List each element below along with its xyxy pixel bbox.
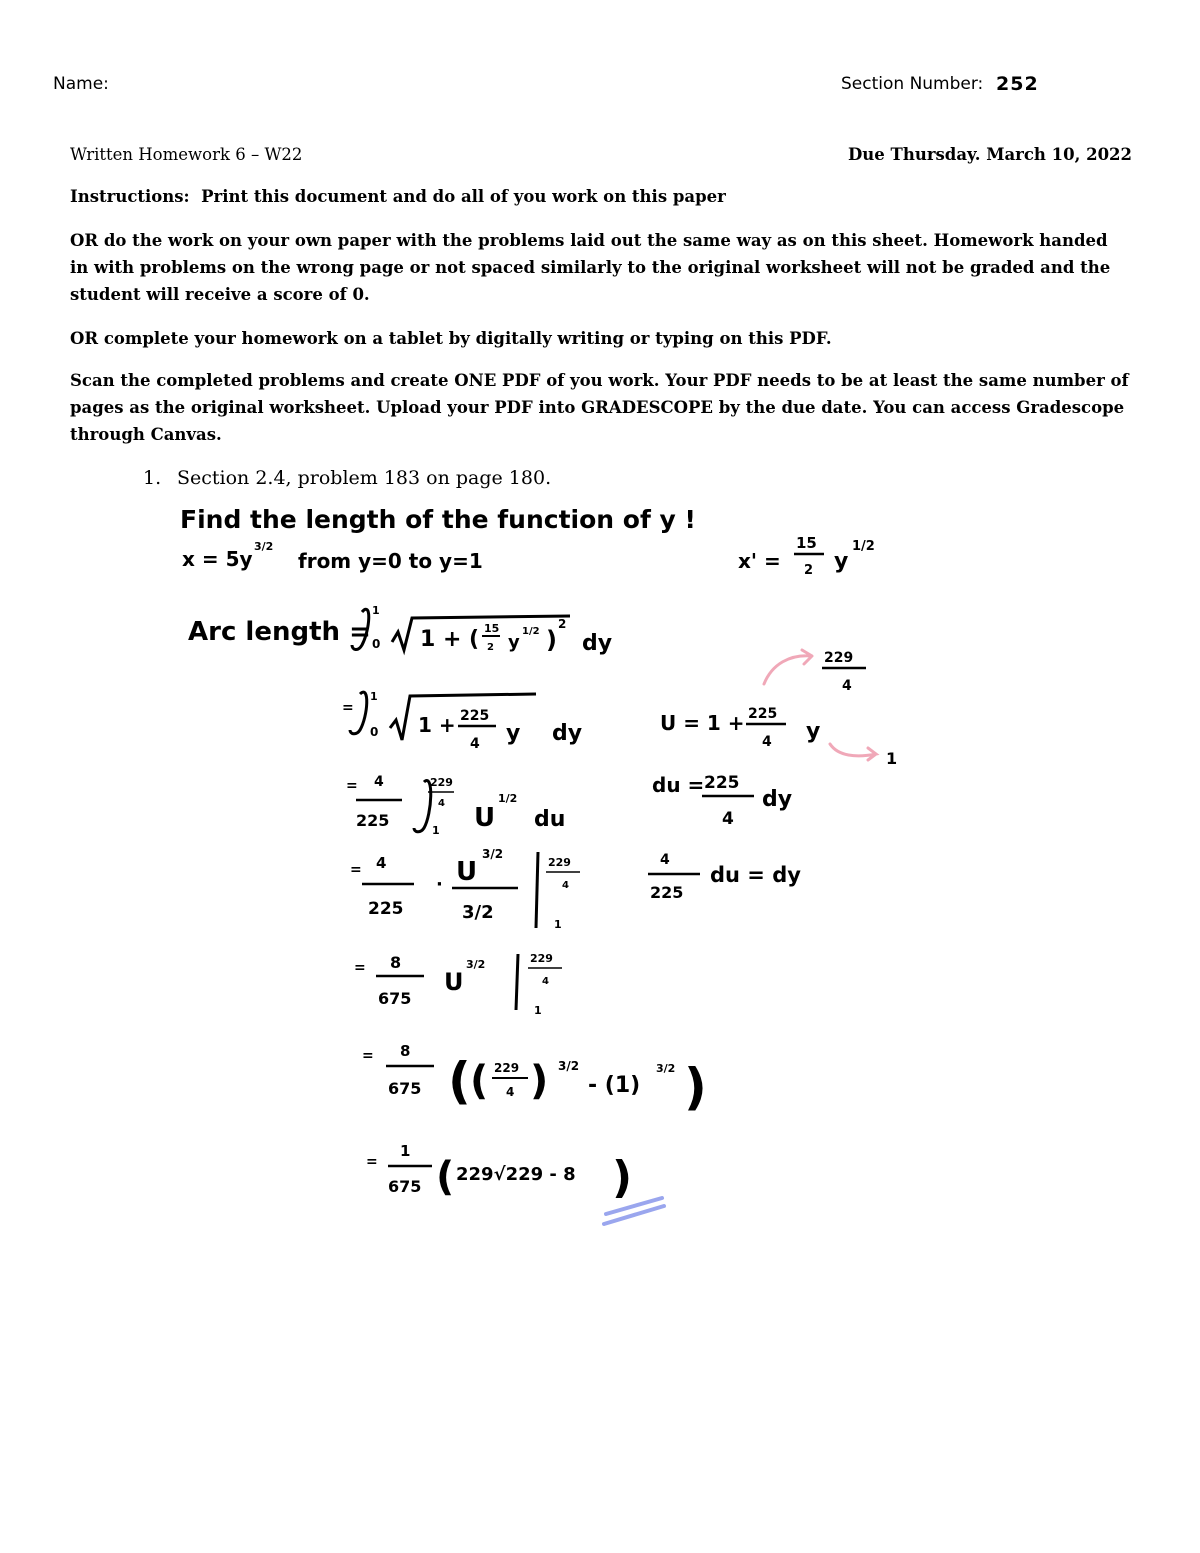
hw-frac-num: 225 [460, 708, 490, 724]
hw-frac-num: 229 [494, 1061, 520, 1075]
hw-int-lower: 1 [432, 824, 440, 837]
hw-answer-underline [604, 1206, 664, 1224]
hw-integral-sign [414, 780, 431, 831]
hw-square: 2 [558, 617, 567, 631]
hw-frac-num: 4 [660, 852, 670, 868]
hw-frac-den: 225 [356, 811, 390, 830]
hw-du-eq: du = [652, 773, 705, 797]
hw-exponent: 1/2 [522, 626, 540, 637]
hw-paren-right: ) [612, 1152, 633, 1203]
hw-y: y [508, 632, 520, 653]
problem-1-number: 1. [143, 467, 162, 489]
hw-from-to: from y=0 to y=1 [298, 549, 483, 573]
hw-pink-arrow-up [764, 650, 812, 684]
hw-equals: = [366, 1154, 378, 1170]
hw-eval-upper-den: 4 [542, 976, 549, 987]
hw-pink-arrow-down [830, 744, 876, 760]
hw-frac-num: 1 [400, 1142, 411, 1160]
hw-equals: = [354, 960, 366, 976]
hw-frac-den: 3/2 [462, 902, 494, 923]
hw-equals: = [350, 862, 362, 878]
hw-minus-one: - (1) [588, 1073, 641, 1098]
hw-frac-den: 4 [470, 736, 480, 752]
hw-frac-den: 225 [368, 899, 404, 919]
problem-1-text: Section 2.4, problem 183 on page 180. [177, 467, 552, 489]
paragraph-line: OR do the work on your own paper with the problems laid out the same way as on this sheet. Homework handed [70, 231, 1108, 250]
hw-sqrt [392, 616, 570, 650]
hw-one-plus: 1 + [418, 713, 456, 737]
hw-int-lower: 0 [370, 725, 379, 739]
hw-final-expression: 229√229 - 8 [456, 1164, 576, 1185]
hw-equals: = [362, 1048, 374, 1064]
hw-frac-num: 4 [374, 774, 384, 790]
hw-frac-den: 225 [650, 883, 684, 902]
hw-arc-length: Arc length = [188, 617, 371, 647]
instructions-label: Instructions: [70, 187, 190, 206]
hw-frac-den: 2 [487, 642, 494, 653]
hw-frac-den: 675 [378, 989, 412, 1008]
hw-eval-bar [516, 954, 518, 1010]
hw-exponent: 3/2 [482, 847, 504, 861]
hw-limit-upper-den: 4 [842, 678, 852, 694]
hw-paren-left: ( [436, 1154, 455, 1200]
hw-paren-right: ) [684, 1058, 707, 1116]
section-number-label: Section Number: [841, 74, 984, 94]
hw-numerator: 15 [796, 534, 817, 552]
hw-exponent: 3/2 [254, 540, 274, 553]
hw-close-paren: ) [546, 626, 557, 654]
hw-eval-bar [536, 852, 538, 928]
hw-int-lower: 0 [372, 637, 381, 651]
hw-eval-upper-num: 229 [530, 952, 553, 965]
hw-frac-den: 675 [388, 1177, 422, 1196]
hw-frac-num: 8 [400, 1042, 411, 1060]
paragraph-line: pages as the original worksheet. Upload your PDF into GRADESCOPE by the due date. You can access Gradescope [70, 398, 1125, 417]
hw-dot: · [436, 874, 443, 895]
hw-dy: dy [762, 787, 793, 812]
hw-y: y [506, 721, 521, 746]
hw-dy: dy [582, 631, 613, 656]
hw-eval-upper-num: 229 [548, 856, 571, 869]
hw-frac-num: 225 [704, 773, 740, 793]
hw-int-upper: 1 [372, 604, 380, 617]
hw-paren-left: ( [448, 1052, 471, 1110]
name-label: Name: [53, 74, 109, 94]
hw-denominator: 2 [804, 563, 814, 578]
hw-frac-den: 4 [506, 1085, 515, 1099]
hw-paren-right-inner: ) [530, 1058, 549, 1104]
hw-frac-num: 15 [484, 622, 500, 635]
hw-y: y [834, 549, 849, 574]
hw-frac-den: 4 [722, 809, 734, 829]
hw-exponent: 3/2 [558, 1059, 580, 1073]
hw-dy: dy [552, 721, 583, 746]
hw-int-upper-den: 4 [438, 798, 445, 809]
hw-u: U [444, 968, 464, 996]
hw-int-upper: 1 [370, 690, 378, 703]
hw-frac-den: 4 [762, 734, 772, 750]
hw-limit-upper-num: 229 [824, 650, 854, 666]
hw-eval-upper-den: 4 [562, 880, 569, 891]
hw-exponent: 1/2 [852, 539, 875, 554]
hw-du: du [534, 807, 566, 832]
hw-x-prime: x' = [738, 549, 781, 573]
hw-eval-lower: 1 [534, 1004, 542, 1017]
paragraph-line: student will receive a score of 0. [70, 285, 370, 304]
hw-du-dy: du = dy [710, 863, 801, 887]
hw-y: y [806, 719, 821, 744]
due-date: Due Thursday. March 10, 2022 [848, 145, 1133, 164]
hw-paren-left-inner: ( [470, 1058, 489, 1104]
hw-eval-lower: 1 [554, 918, 562, 931]
doc-title: Written Homework 6 – W22 [70, 145, 303, 164]
hw-one-plus: 1 + ( [420, 627, 480, 652]
hw-limit-lower: 1 [886, 749, 898, 768]
hw-frac-num: 225 [748, 706, 778, 722]
hw-u: U [456, 857, 478, 887]
hw-x-equation: x = 5y [182, 547, 253, 571]
hw-exponent: 1/2 [498, 792, 518, 805]
hw-exponent: 3/2 [466, 958, 486, 971]
instructions-text: Print this document and do all of you work on this paper [201, 187, 726, 206]
hw-equals: = [346, 778, 358, 794]
hw-equals: = [342, 700, 354, 716]
hw-u: U [474, 803, 496, 833]
paragraph-line: Scan the completed problems and create ONE PDF of you work. Your PDF needs to be at least the same number of [70, 371, 1129, 390]
hw-exponent: 3/2 [656, 1062, 676, 1075]
hw-frac-num: 8 [390, 953, 402, 972]
hw-problem-statement: Find the length of the function of y ! [180, 505, 696, 534]
hw-frac-num: 4 [376, 854, 387, 872]
hw-int-upper-num: 229 [430, 776, 453, 789]
paragraph-line: in with problems on the wrong page or not spaced similarly to the original worksheet will not be graded and the [70, 258, 1111, 277]
hw-frac-den: 675 [388, 1079, 422, 1098]
hw-u-sub: U = 1 + [660, 711, 745, 735]
paragraph-line: through Canvas. [70, 425, 222, 444]
paragraph-tablet: OR complete your homework on a tablet by digitally writing or typing on this PDF. [70, 329, 832, 348]
section-number-value: 252 [996, 73, 1039, 95]
